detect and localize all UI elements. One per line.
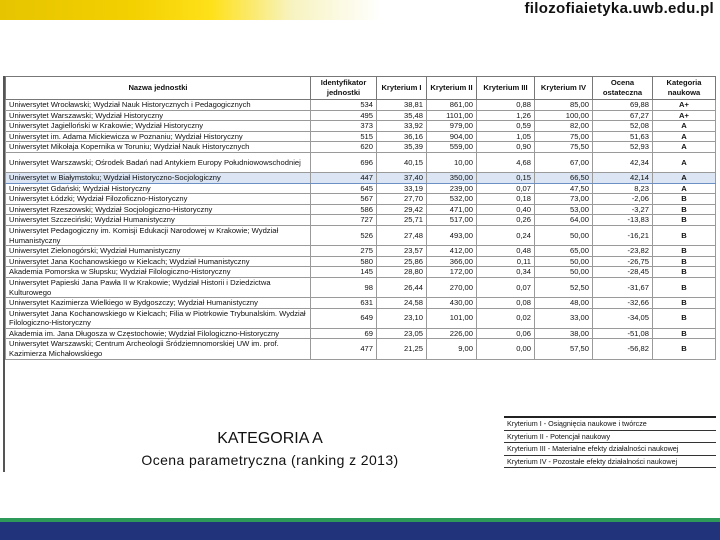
value-cell: 23,57 — [377, 246, 427, 257]
category-cell: B — [653, 256, 716, 267]
unit-name-cell: Akademia Pomorska w Słupsku; Wydział Filologiczno-Historyczny — [6, 267, 311, 278]
table-row — [6, 215, 716, 226]
value-cell: 0,59 — [477, 121, 535, 132]
unit-name-cell: Uniwersytet Jana Kochanowskiego w Kielcach; Wydział Humanistyczny — [6, 256, 311, 267]
value-cell: 366,00 — [427, 256, 477, 267]
value-cell: 25,86 — [377, 256, 427, 267]
value-cell: 21,25 — [377, 339, 427, 359]
value-cell: 64,00 — [535, 215, 593, 226]
value-cell: 85,00 — [535, 100, 593, 111]
value-cell: 52,50 — [535, 277, 593, 297]
value-cell: 145 — [311, 267, 377, 278]
value-cell: 0,15 — [477, 172, 535, 183]
value-cell: 412,00 — [427, 246, 477, 257]
value-cell: 534 — [311, 100, 377, 111]
category-cell: B — [653, 339, 716, 359]
value-cell: 33,92 — [377, 121, 427, 132]
value-cell: 47,50 — [535, 183, 593, 194]
value-cell: -31,67 — [593, 277, 653, 297]
value-cell: 10,00 — [427, 152, 477, 172]
value-cell: 373 — [311, 121, 377, 132]
value-cell: 51,63 — [593, 131, 653, 142]
value-cell: 0,02 — [477, 308, 535, 328]
value-cell: 57,50 — [535, 339, 593, 359]
value-cell: 0,48 — [477, 246, 535, 257]
table-row — [6, 308, 716, 328]
category-cell: B — [653, 308, 716, 328]
table-row — [6, 100, 716, 111]
legend-item: Kryterium I - Osiągnięcia naukowe i twórcze — [504, 416, 716, 431]
unit-name-cell: Uniwersytet Kazimierza Wielkiego w Bydgoszczy; Wydział Humanistyczny — [6, 298, 311, 309]
value-cell: 586 — [311, 204, 377, 215]
table-row — [6, 131, 716, 142]
table-row — [6, 204, 716, 215]
value-cell: 42,34 — [593, 152, 653, 172]
unit-name-cell: Uniwersytet Rzeszowski; Wydział Socjologiczno-Historyczny — [6, 204, 311, 215]
value-cell: 580 — [311, 256, 377, 267]
value-cell: 1,26 — [477, 110, 535, 121]
value-cell: 50,00 — [535, 267, 593, 278]
category-cell: B — [653, 215, 716, 226]
value-cell: 48,00 — [535, 298, 593, 309]
value-cell: 67,00 — [535, 152, 593, 172]
value-cell: 0,08 — [477, 298, 535, 309]
category-cell: A — [653, 172, 716, 183]
unit-name-cell: Uniwersytet Mikołaja Kopernika w Toruniu; Wydział Nauk Historycznych — [6, 142, 311, 153]
unit-name-cell: Uniwersytet Łódzki; Wydział Filozoficzno-Historyczny — [6, 194, 311, 205]
ranking-subtitle: Ocena parametryczna (ranking z 2013) — [141, 452, 399, 468]
category-cell: B — [653, 277, 716, 297]
unit-name-cell: Uniwersytet Warszawski; Wydział Historyczny — [6, 110, 311, 121]
value-cell: -56,82 — [593, 339, 653, 359]
table-body — [6, 100, 716, 360]
value-cell: 567 — [311, 194, 377, 205]
value-cell: 8,23 — [593, 183, 653, 194]
value-cell: 0,07 — [477, 183, 535, 194]
value-cell: 631 — [311, 298, 377, 309]
category-cell: B — [653, 328, 716, 339]
value-cell: 65,00 — [535, 246, 593, 257]
category-cell: B — [653, 225, 716, 245]
value-cell: -13,83 — [593, 215, 653, 226]
unit-name-cell: Uniwersytet Wrocławski; Wydział Nauk Historycznych i Pedagogicznych — [6, 100, 311, 111]
ranking-table — [5, 76, 716, 360]
value-cell: 471,00 — [427, 204, 477, 215]
unit-name-cell: Uniwersytet Jana Kochanowskiego w Kielcach; Filia w Piotrkowie Trybunalskim. Wydział Filologiczno-Historyczny — [6, 308, 311, 328]
category-cell: B — [653, 194, 716, 205]
table-header-row — [6, 77, 716, 100]
value-cell: 477 — [311, 339, 377, 359]
value-cell: 430,00 — [427, 298, 477, 309]
value-cell: 1,05 — [477, 131, 535, 142]
value-cell: -16,21 — [593, 225, 653, 245]
value-cell: 0,07 — [477, 277, 535, 297]
value-cell: 98 — [311, 277, 377, 297]
column-header: Kryterium III — [477, 77, 535, 100]
value-cell: 27,70 — [377, 194, 427, 205]
value-cell: 50,00 — [535, 225, 593, 245]
column-header: Ocena ostateczna — [593, 77, 653, 100]
value-cell: 33,19 — [377, 183, 427, 194]
value-cell: 861,00 — [427, 100, 477, 111]
value-cell: 26,44 — [377, 277, 427, 297]
table-row — [6, 142, 716, 153]
footer-bar — [0, 518, 720, 540]
value-cell: 23,05 — [377, 328, 427, 339]
value-cell: -32,66 — [593, 298, 653, 309]
value-cell: -26,75 — [593, 256, 653, 267]
value-cell: 40,15 — [377, 152, 427, 172]
table-row — [6, 267, 716, 278]
value-cell: 0,34 — [477, 267, 535, 278]
category-cell: B — [653, 298, 716, 309]
value-cell: 24,58 — [377, 298, 427, 309]
category-title: KATEGORIA A — [217, 430, 323, 447]
value-cell: 35,39 — [377, 142, 427, 153]
table-row — [6, 225, 716, 245]
footer-stripe — [0, 518, 720, 522]
value-cell: -23,82 — [593, 246, 653, 257]
value-cell: 532,00 — [427, 194, 477, 205]
value-cell: 275 — [311, 246, 377, 257]
ranking-table-container — [3, 76, 717, 410]
yellow-gradient-banner — [0, 0, 530, 20]
unit-name-cell: Uniwersytet Papieski Jana Pawła II w Krakowie; Wydział Historii i Dziedzictwa Kulturowego — [6, 277, 311, 297]
value-cell: 493,00 — [427, 225, 477, 245]
value-cell: 620 — [311, 142, 377, 153]
site-url: filozofiaietyka.uwb.edu.pl — [524, 0, 714, 17]
value-cell: 350,00 — [427, 172, 477, 183]
category-cell: A+ — [653, 110, 716, 121]
value-cell: 0,88 — [477, 100, 535, 111]
value-cell: 75,50 — [535, 142, 593, 153]
table-row — [6, 246, 716, 257]
value-cell: 69 — [311, 328, 377, 339]
legend-item: Kryterium IV - Pozostałe efekty działalności naukowej — [504, 456, 716, 469]
unit-name-cell: Uniwersytet im. Adama Mickiewicza w Poznaniu; Wydział Historyczny — [6, 131, 311, 142]
unit-name-cell: Uniwersytet Zielonogórski; Wydział Humanistyczny — [6, 246, 311, 257]
criteria-legend — [504, 416, 716, 468]
value-cell: 23,10 — [377, 308, 427, 328]
category-cell: A — [653, 131, 716, 142]
column-header: Kategoria naukowa — [653, 77, 716, 100]
unit-name-cell: Uniwersytet Warszawski; Ośrodek Badań nad Antykiem Europy Południowowschodniej — [6, 152, 311, 172]
value-cell: 73,00 — [535, 194, 593, 205]
unit-name-cell: Akademia im. Jana Długosza w Częstochowie; Wydział Filologiczno-Historyczny — [6, 328, 311, 339]
value-cell: 67,27 — [593, 110, 653, 121]
unit-name-cell: Uniwersytet w Białymstoku; Wydział Historyczno-Socjologiczny — [6, 172, 311, 183]
table-row — [6, 172, 716, 183]
value-cell: 239,00 — [427, 183, 477, 194]
value-cell: 9,00 — [427, 339, 477, 359]
value-cell: 0,24 — [477, 225, 535, 245]
category-cell: A — [653, 183, 716, 194]
value-cell: 270,00 — [427, 277, 477, 297]
value-cell: 226,00 — [427, 328, 477, 339]
value-cell: 979,00 — [427, 121, 477, 132]
value-cell: 0,06 — [477, 328, 535, 339]
value-cell: 50,00 — [535, 256, 593, 267]
value-cell: -51,08 — [593, 328, 653, 339]
table-row — [6, 277, 716, 297]
column-header: Identyfikator jednostki — [311, 77, 377, 100]
value-cell: 696 — [311, 152, 377, 172]
value-cell: 0,00 — [477, 339, 535, 359]
value-cell: 37,40 — [377, 172, 427, 183]
value-cell: 38,00 — [535, 328, 593, 339]
value-cell: 0,18 — [477, 194, 535, 205]
value-cell: 727 — [311, 215, 377, 226]
value-cell: 559,00 — [427, 142, 477, 153]
unit-name-cell: Uniwersytet Warszawski; Centrum Archeologii Śródziemnomorskiej UW im. prof. Kazimierza Michałowskiego — [6, 339, 311, 359]
value-cell: 28,80 — [377, 267, 427, 278]
category-cell: B — [653, 246, 716, 257]
category-cell: A — [653, 121, 716, 132]
legend-item: Kryterium II - Potencjał naukowy — [504, 431, 716, 444]
value-cell: 52,08 — [593, 121, 653, 132]
category-cell: A+ — [653, 100, 716, 111]
table-row — [6, 256, 716, 267]
value-cell: 75,00 — [535, 131, 593, 142]
column-header: Kryterium II — [427, 77, 477, 100]
value-cell: 100,00 — [535, 110, 593, 121]
value-cell: 27,48 — [377, 225, 427, 245]
value-cell: 904,00 — [427, 131, 477, 142]
table-row — [6, 298, 716, 309]
value-cell: 0,11 — [477, 256, 535, 267]
category-cell: B — [653, 204, 716, 215]
value-cell: 52,93 — [593, 142, 653, 153]
value-cell: 645 — [311, 183, 377, 194]
value-cell: 25,71 — [377, 215, 427, 226]
unit-name-cell: Uniwersytet Pedagogiczny im. Komisji Edukacji Narodowej w Krakowie; Wydział Humanistyczny — [6, 225, 311, 245]
value-cell: 101,00 — [427, 308, 477, 328]
unit-name-cell: Uniwersytet Szczeciński; Wydział Humanistyczny — [6, 215, 311, 226]
table-row — [6, 183, 716, 194]
value-cell: -34,05 — [593, 308, 653, 328]
category-cell: A — [653, 142, 716, 153]
table-row — [6, 339, 716, 359]
value-cell: 517,00 — [427, 215, 477, 226]
value-cell: 172,00 — [427, 267, 477, 278]
column-header: Nazwa jednostki — [6, 77, 311, 100]
value-cell: 29,42 — [377, 204, 427, 215]
value-cell: 4,68 — [477, 152, 535, 172]
value-cell: 38,81 — [377, 100, 427, 111]
value-cell: 82,00 — [535, 121, 593, 132]
value-cell: 69,88 — [593, 100, 653, 111]
table-row — [6, 328, 716, 339]
category-cell: B — [653, 267, 716, 278]
value-cell: -28,45 — [593, 267, 653, 278]
column-header: Kryterium IV — [535, 77, 593, 100]
value-cell: 42,14 — [593, 172, 653, 183]
value-cell: 0,26 — [477, 215, 535, 226]
table-row — [6, 110, 716, 121]
table-row — [6, 152, 716, 172]
value-cell: 33,00 — [535, 308, 593, 328]
value-cell: 53,00 — [535, 204, 593, 215]
value-cell: -2,06 — [593, 194, 653, 205]
value-cell: 526 — [311, 225, 377, 245]
value-cell: 515 — [311, 131, 377, 142]
value-cell: 35,48 — [377, 110, 427, 121]
value-cell: 36,16 — [377, 131, 427, 142]
table-row — [6, 121, 716, 132]
unit-name-cell: Uniwersytet Jagielloński w Krakowie; Wydział Historyczny — [6, 121, 311, 132]
value-cell: 447 — [311, 172, 377, 183]
category-cell: A — [653, 152, 716, 172]
value-cell: 66,50 — [535, 172, 593, 183]
value-cell: 1101,00 — [427, 110, 477, 121]
legend-item: Kryterium III - Materialne efekty działalności naukowej — [504, 443, 716, 456]
table-row — [6, 194, 716, 205]
unit-name-cell: Uniwersytet Gdański; Wydział Historyczny — [6, 183, 311, 194]
top-bar — [0, 0, 720, 24]
value-cell: 0,40 — [477, 204, 535, 215]
value-cell: 649 — [311, 308, 377, 328]
column-header: Kryterium I — [377, 77, 427, 100]
value-cell: -3,27 — [593, 204, 653, 215]
value-cell: 495 — [311, 110, 377, 121]
value-cell: 0,90 — [477, 142, 535, 153]
